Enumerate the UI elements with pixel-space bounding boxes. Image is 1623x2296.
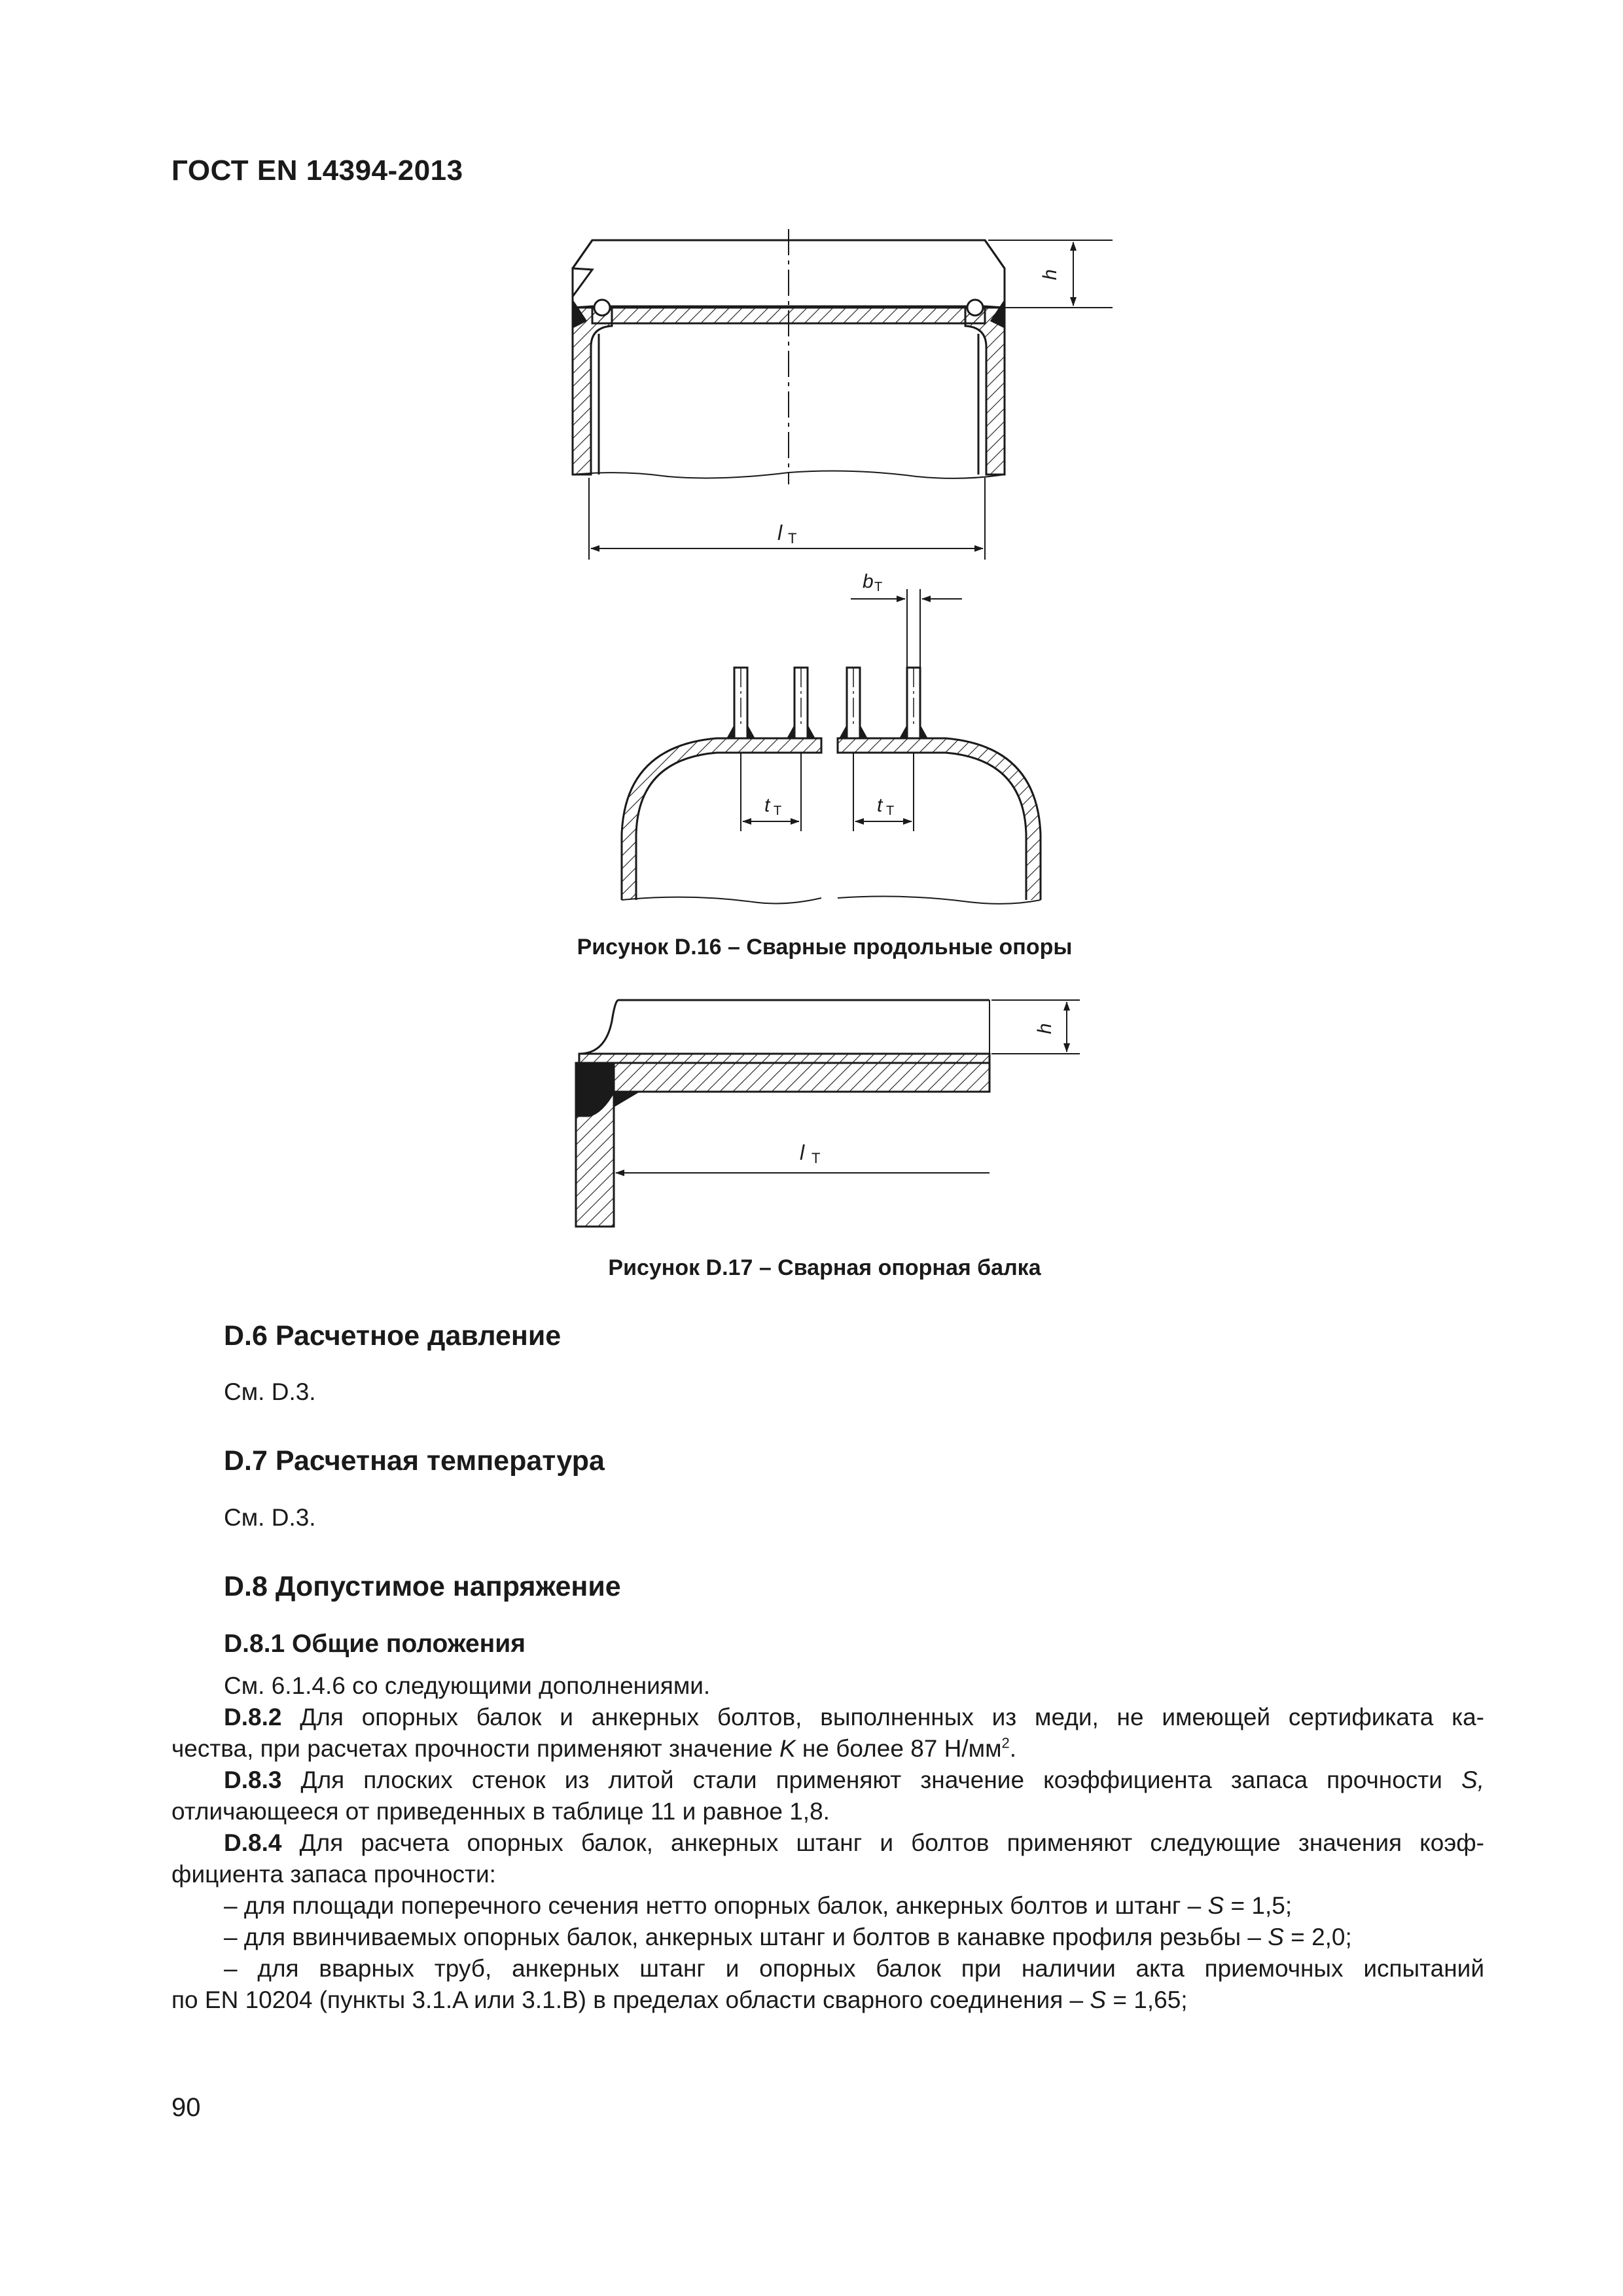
d84-line1 — [171, 1827, 1484, 1859]
fig17-l-sub: T — [812, 1150, 821, 1166]
figure-d16-caption: Рисунок D.16 – Сварные продольные опоры — [577, 935, 1073, 960]
d83-text-a: Для плоских стенок из литой стали применяют значение коэффициента запаса прочности — [281, 1767, 1462, 1793]
d81-intro: См. 6.1.4.6 со следующими дополнениями. — [224, 1672, 711, 1699]
fig16-h-label: h — [1039, 269, 1061, 280]
fig16-t-label-left: t — [764, 795, 770, 816]
d84-item-1: – для площади поперечного сечения нетто опорных балок, анкерных болтов и штанг – S = 1,5; — [224, 1892, 1293, 1919]
section-d6-title: D.6 Расчетное давление — [224, 1320, 562, 1352]
d82-text-a: Для опорных балок и анкерных болтов, выполненных из меди, не имеющей сертификата ка- — [281, 1704, 1484, 1731]
d82-sup: 2 — [1001, 1734, 1010, 1751]
d82-line1 — [171, 1702, 1484, 1733]
d82-var: K — [779, 1735, 796, 1762]
section-d8-title: D.8 Допустимое напряжение — [224, 1571, 621, 1602]
figure-d16-drawing — [0, 0, 1623, 982]
d82-line2 — [171, 1733, 1484, 1765]
d82-text-d: . — [1009, 1735, 1017, 1762]
fig16-top-view — [573, 229, 1005, 484]
fig16-t-sub-left: T — [774, 804, 782, 818]
d83-var: S, — [1461, 1767, 1484, 1793]
d83-line1 — [171, 1765, 1484, 1796]
d83-line2: отличающееся от приведенных в таблице 11 и равное 1,8. — [171, 1798, 830, 1825]
section-d81-title: D.8.1 Общие положения — [224, 1630, 526, 1658]
section-d7-text: См. D.3. — [224, 1504, 316, 1531]
section-d8-body — [171, 1670, 1484, 2016]
fig16-section — [622, 668, 1041, 904]
section-d7-title: D.7 Расчетная температура — [224, 1445, 605, 1477]
d84-number: D.8.4 — [224, 1829, 282, 1856]
fig17-h-label: h — [1034, 1023, 1056, 1034]
figure-d17-drawing — [0, 982, 1623, 1244]
fig16-t-label-right: t — [877, 795, 883, 816]
d84-item-2: – для ввинчиваемых опорных балок, анкерных штанг и болтов в канавке профиля резьбы – S = 2,0; — [224, 1924, 1352, 1950]
fig16-b-label: b — [863, 571, 874, 592]
d82-number: D.8.2 — [224, 1704, 282, 1731]
fig16-b-sub: T — [874, 580, 883, 594]
fig17-l-label: l — [800, 1141, 805, 1164]
document-code: ГОСТ EN 14394-2013 — [171, 154, 463, 187]
figure-d17-caption: Рисунок D.17 – Сварная опорная балка — [608, 1255, 1041, 1280]
fig16-l-label: l — [777, 521, 783, 545]
section-d6-text: См. D.3. — [224, 1378, 316, 1405]
d84-item-3-line1: – для вварных труб, анкерных штанг и опорных балок при наличии акта приемочных испытаний — [224, 1955, 1484, 1982]
d84-text-a: Для расчета опорных балок, анкерных штанг и болтов применяют следующие значения коэф- — [281, 1829, 1484, 1856]
page-number: 90 — [171, 2093, 201, 2122]
fig16-l-sub: T — [788, 530, 797, 547]
d84-item-3-line2: по EN 10204 (пункты 3.1.A или 3.1.B) в пределах области сварного соединения – S = 1,65; — [171, 1986, 1188, 2013]
d83-number: D.8.3 — [224, 1767, 282, 1793]
fig16-t-sub-right: T — [886, 804, 895, 818]
d84-line2: фициента запаса прочности: — [171, 1861, 496, 1888]
d82-text-c: не более 87 Н/мм — [795, 1735, 1002, 1762]
d82-text-b: чества, при расчетах прочности применяют значение — [171, 1735, 779, 1762]
